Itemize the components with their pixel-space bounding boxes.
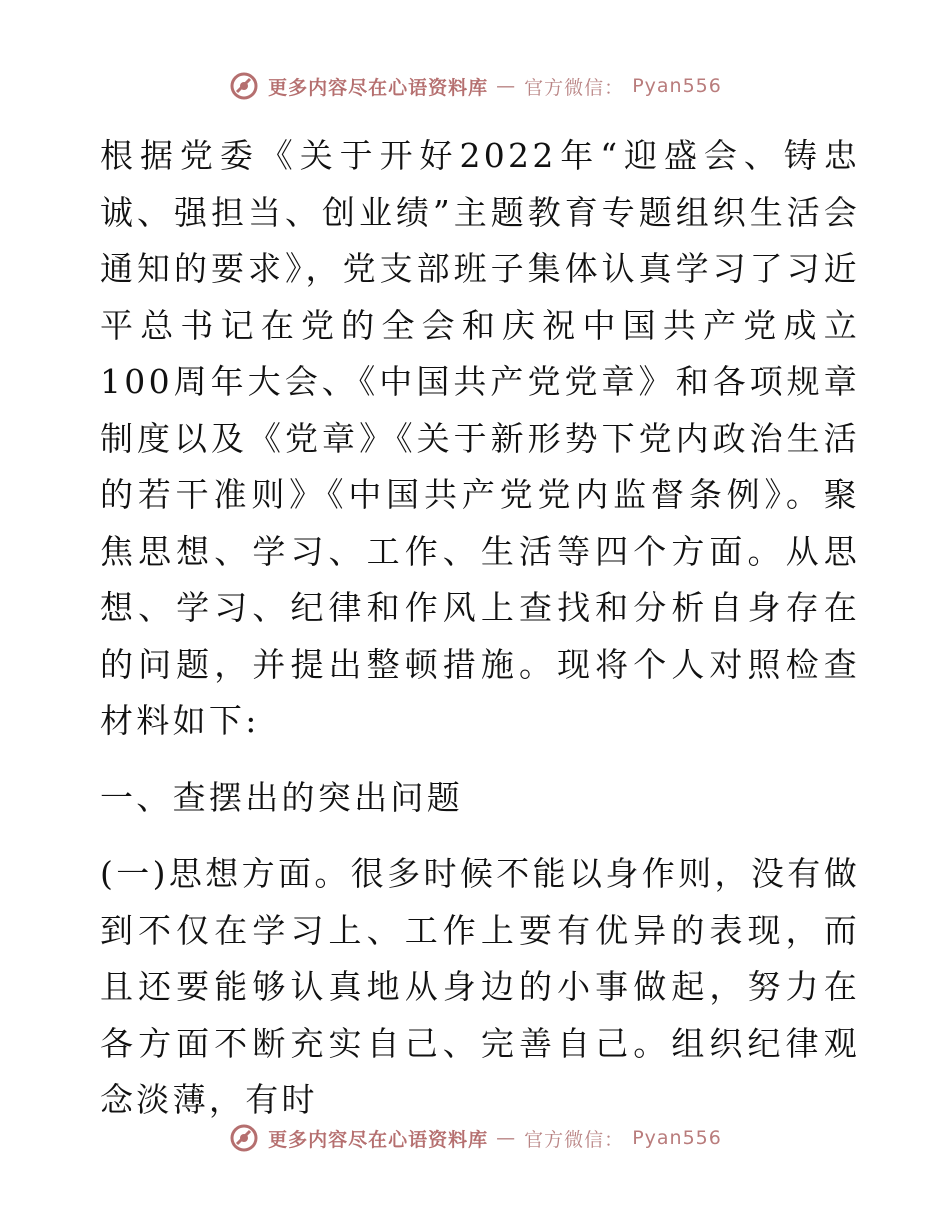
watermark-text: 更多内容尽在心语资料库 <box>268 76 489 99</box>
intro-paragraph: 根据党委《关于开好2022年“迎盛会、铸忠诚、强担当、创业绩”主题教育专题组织生活会通知的要求》，党支部班子集体认真学习了习近平总书记在党的全会和庆祝中国共产党成立100周年大会、《中国共产党党章》和各项规章制度以及《党章》《关于新形势下党内政治生活的若干准则》《中国共产党党内监督条例》。聚焦思想、学习、工作、生活等四个方面。从思想、学习、纪律和作风上查找和分析自身存在的问题，并提出整顿措施。现将个人对照检查材料如下: <box>100 136 860 740</box>
logo-icon <box>228 70 260 102</box>
watermark-separator: — <box>496 75 517 97</box>
footer-watermark <box>0 1122 950 1154</box>
watermark-id: Pyan556 <box>632 75 722 97</box>
watermark-text: 更多内容尽在心语资料库 <box>268 1128 489 1151</box>
subsection-paragraph: (一)思想方面。很多时候不能以身作则，没有做到不仅在学习上、工作上要有优异的表现，而且还要能够认真地从身边的小事做起，努力在各方面不断充实自己、完善自己。组织纪律观念淡薄，有时 <box>100 854 860 1119</box>
watermark-separator: — <box>496 1127 517 1149</box>
watermark-id: Pyan556 <box>632 1127 722 1149</box>
header-watermark <box>0 70 950 102</box>
document-body <box>100 128 860 1129</box>
watermark-label: 官方微信： <box>524 76 625 99</box>
watermark-label: 官方微信： <box>524 1128 625 1151</box>
section-heading: 一、查摆出的突出问题 <box>100 777 463 817</box>
logo-icon <box>228 1122 260 1154</box>
